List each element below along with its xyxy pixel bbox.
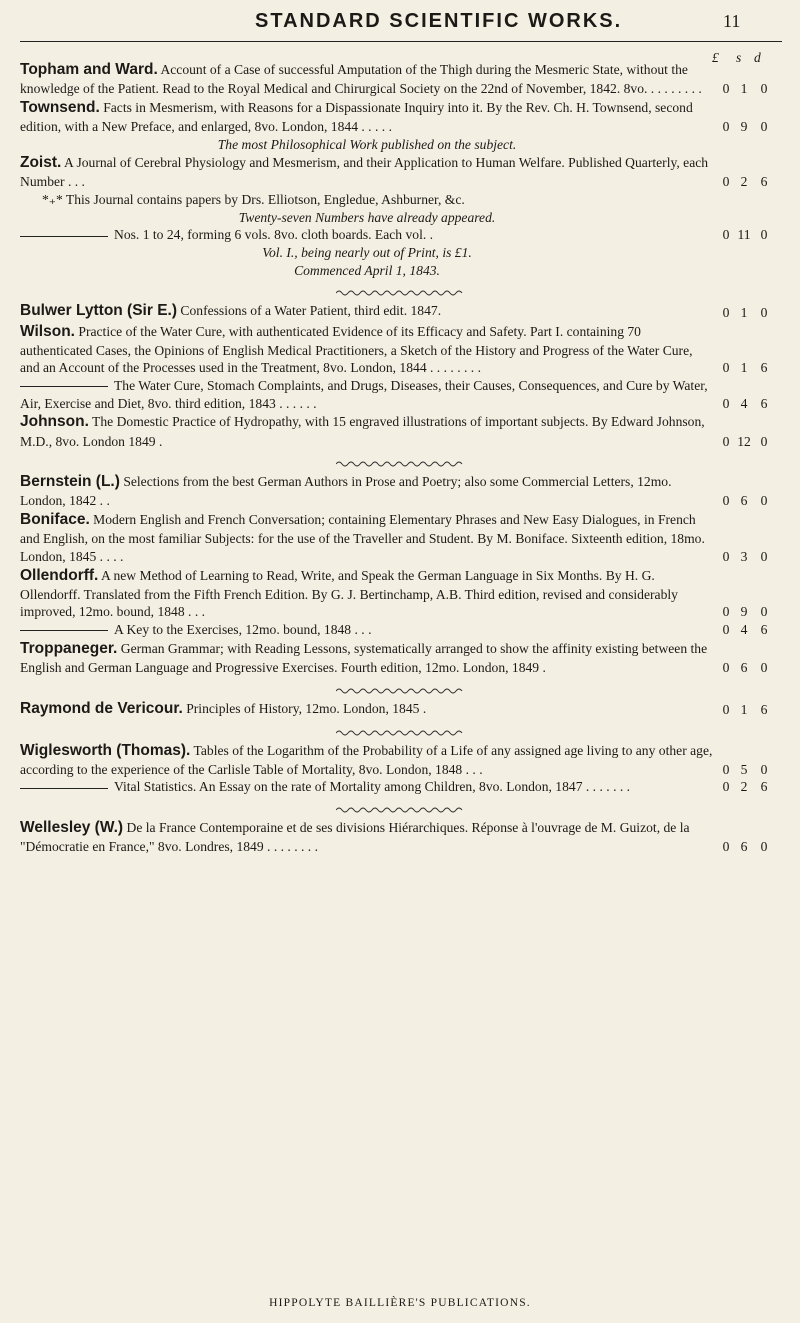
- wavy-rule: [336, 289, 466, 297]
- entry-text: Facts in Mesmerism, with Reasons for a Dispassionate Inquiry into it. By the Rev. Ch. H. Townsend, second edition, with a New Preface, and enlarged, 8vo. London, 1844 . . . . .: [20, 99, 693, 134]
- entry-author: Wiglesworth (Thomas).: [20, 741, 191, 759]
- entry-zoist-volumes: [20, 226, 782, 244]
- section-divider: [20, 806, 782, 814]
- entry-vericour: [20, 699, 782, 719]
- price-shillings: 3: [740, 548, 748, 564]
- price-pence: 0: [760, 118, 768, 134]
- entry-author: Troppaneger.: [20, 639, 118, 657]
- section-divider: [20, 460, 782, 468]
- page-number: 11: [723, 11, 741, 31]
- price-shillings: 1: [740, 701, 748, 717]
- price-pounds: 0: [722, 81, 730, 97]
- ditto-rule: [20, 630, 108, 631]
- price-pounds: 0: [722, 604, 730, 620]
- price-pence: 6: [760, 360, 768, 376]
- page-footer: HIPPOLYTE BAILLIÈRE'S PUBLICATIONS.: [269, 1297, 531, 1309]
- price-pence: 0: [760, 81, 768, 97]
- price-pounds: 0: [722, 548, 730, 564]
- entry-text: Principles of History, 12mo. London, 1845 .: [186, 700, 427, 716]
- entry-ollendorff-key: [20, 621, 782, 639]
- price-shillings: 1: [740, 360, 748, 376]
- price-shillings: 2: [740, 174, 748, 190]
- price-pence: 6: [760, 622, 768, 638]
- entry-author: Bulwer Lytton (Sir E.): [20, 302, 178, 320]
- entry-topham: [20, 60, 782, 98]
- price-pence: 6: [760, 779, 768, 795]
- price-pounds: 0: [722, 839, 730, 855]
- price-shillings: 9: [740, 604, 748, 620]
- price-shillings: 6: [740, 659, 748, 675]
- price-shillings: 4: [740, 395, 748, 411]
- entry-author: Topham and Ward.: [20, 61, 158, 78]
- price-shillings: 6: [740, 839, 748, 855]
- price-pounds: 0: [722, 433, 730, 449]
- price-pounds: 0: [722, 622, 730, 638]
- price-shillings: 6: [740, 493, 748, 509]
- entry-author: Zoist.: [20, 154, 62, 172]
- price-pence: 6: [760, 174, 768, 190]
- price-pounds: 0: [722, 304, 730, 320]
- price-pence: 0: [760, 548, 768, 564]
- section-divider: [20, 687, 782, 695]
- entry-note: The most Philosophical Work published on the subject.: [217, 136, 517, 152]
- entry-text: Selections from the best German Authors in Prose and Poetry; also some Commercial Letters, 12mo. London, 1842 . .: [20, 474, 672, 509]
- entry-wilson-water-cure: [20, 377, 782, 412]
- price-pence: 0: [760, 839, 768, 855]
- pence-heading: d: [754, 50, 761, 65]
- price-pounds: 0: [722, 174, 730, 190]
- entry-note: Commenced April 1, 1843.: [294, 262, 440, 278]
- entry-author: Raymond de Vericour.: [20, 699, 183, 717]
- price-pounds: 0: [722, 227, 730, 243]
- entry-wilson: [20, 322, 782, 377]
- price-pounds: 0: [722, 779, 730, 795]
- entry-johnson: [20, 412, 782, 450]
- price-shillings: 1: [740, 304, 748, 320]
- price-shillings: 12: [737, 433, 751, 449]
- entry-troppaneger: [20, 639, 782, 677]
- price-pounds: 0: [722, 493, 730, 509]
- price-pounds: 0: [722, 395, 730, 411]
- price-pence: 0: [760, 604, 768, 620]
- price-pounds: 0: [722, 360, 730, 376]
- price-shillings: 2: [740, 779, 748, 795]
- price-shillings: 1: [740, 81, 748, 97]
- entry-author: Bernstein (L.): [20, 473, 120, 491]
- price-pence: 0: [760, 304, 768, 320]
- entry-bulwer: [20, 301, 782, 321]
- entry-zoist: [20, 153, 782, 191]
- entry-text: Account of a Case of successful Amputation of the Thigh during the Mesmeric State, without the knowledge of the Patient. Read to the Royal Medical and Chirurgical Society on the 22nd of November, 1842. 8vo. . . . . . . . .: [20, 62, 702, 97]
- entry-boniface: [20, 510, 782, 565]
- price-pounds: 0: [722, 659, 730, 675]
- entry-note: Twenty-seven Numbers have already appeared.: [238, 209, 496, 225]
- entry-author: Johnson.: [20, 413, 89, 431]
- price-pounds: 0: [722, 761, 730, 777]
- price-shillings: 4: [740, 622, 748, 638]
- entry-author: Townsend.: [20, 98, 100, 116]
- entry-wiglesworth: [20, 741, 782, 779]
- entry-townsend: [20, 98, 782, 136]
- header-rule: [20, 41, 782, 42]
- entry-text: The Domestic Practice of Hydropathy, with 15 engraved illustrations of important subjects. By Edward Johnson, M.D., 8vo. London 1849 .: [20, 414, 705, 449]
- entry-note: Vol. I., being nearly out of Print, is £1.: [262, 245, 472, 261]
- page-header: [0, 8, 800, 38]
- price-pence: 0: [760, 659, 768, 675]
- entry-author: Boniface.: [20, 511, 90, 529]
- entry-text: Nos. 1 to 24, forming 6 vols. 8vo. cloth boards. Each vol. .: [114, 227, 434, 243]
- price-pence: 6: [760, 701, 768, 717]
- ditto-rule: [20, 386, 108, 387]
- entry-text: A Key to the Exercises, 12mo. bound, 1848 . . .: [114, 622, 372, 638]
- section-divider: [20, 729, 782, 737]
- entry-wiglesworth-vital: [20, 778, 782, 796]
- entry-ollendorff: [20, 566, 782, 621]
- entry-text: Practice of the Water Cure, with authenticated Evidence of its Efficacy and Safety. Part I. containing 70 authenticated Cases, the Opinions of English Medical Practitioners, a Sketch of the History and Progress of the Water Cure, and an Account of the Processes used in the Treatment, 8vo. London, 1844 . . . . . . . .: [20, 323, 693, 376]
- entry-bernstein: [20, 472, 782, 510]
- price-pence: 0: [760, 227, 768, 243]
- price-pounds: 0: [722, 701, 730, 717]
- wavy-rule: [336, 687, 466, 695]
- entry-author: Wilson.: [20, 322, 75, 340]
- entry-text: Vital Statistics. An Essay on the rate of Mortality among Children, 8vo. London, 1847 . . . . . . .: [114, 779, 631, 795]
- price-shillings: 5: [740, 761, 748, 777]
- price-shillings: 11: [737, 227, 751, 243]
- section-divider: [20, 289, 782, 297]
- ditto-rule: [20, 788, 108, 789]
- price-pence: 0: [760, 493, 768, 509]
- entry-author: Ollendorff.: [20, 566, 99, 584]
- entry-text: A Journal of Cerebral Physiology and Mesmerism, and their Application to Human Welfare. Published Quarterly, each Number . . .: [20, 155, 709, 190]
- entry-text: German Grammar; with Reading Lessons, systematically arranged to show the affinity existing between the English and German Language and Progressive Exercises. Fourth edition, 12mo. London, 1849 .: [20, 640, 708, 675]
- price-pence: 0: [760, 433, 768, 449]
- price-pence: 6: [760, 395, 768, 411]
- subnote-text: *₊* This Journal contains papers by Drs. Elliotson, Engledue, Ashburner, &c.: [42, 192, 465, 208]
- entry-author: Wellesley (W.): [20, 819, 124, 837]
- entry-text: The Water Cure, Stomach Complaints, and Drugs, Diseases, their Causes, Consequences, and Cure by Water, Air, Exercise and Diet, 8vo. third edition, 1843 . . . . . .: [20, 378, 708, 411]
- wavy-rule: [336, 460, 466, 468]
- entry-wellesley: [20, 818, 782, 856]
- running-title: STANDARD SCIENTIFIC WORKS.: [255, 10, 623, 32]
- entry-text: Tables of the Logarithm of the Probability of a Life of any assigned age living to any other age, according to the experience of the Carlisle Table of Mortality, 8vo. London, 1848 . . .: [20, 742, 713, 777]
- price-shillings: 9: [740, 118, 748, 134]
- wavy-rule: [336, 806, 466, 814]
- catalogue-list: [20, 60, 782, 856]
- price-pounds: 0: [722, 118, 730, 134]
- wavy-rule: [336, 729, 466, 737]
- shillings-heading: s: [736, 50, 742, 65]
- entry-text: Modern English and French Conversation; containing Elementary Phrases and New Easy Dialogues, in French and English, on the most familiar Subjects: for the use of the Traveller and Student. By M. Boniface. Sixteenth edition, 18mo. London, 1845 . . . .: [20, 512, 705, 564]
- entry-text: A new Method of Learning to Read, Write, and Speak the German Language in Six Months. By H. G. Ollendorff. Translated from the Fifth French Edition. By G. J. Bertinchamp, A.B. Third edition, revised and considerably improved, 12mo. bound, 1848 . . .: [20, 567, 678, 620]
- entry-text: De la France Contemporaine et de ses divisions Hiérarchiques. Réponse à l'ouvrage de M. Guizot, de la "Démocratie en France," 8vo. Londres, 1849 . . . . . . . .: [20, 820, 690, 855]
- entry-subnote: [20, 191, 782, 209]
- ditto-rule: [20, 236, 108, 237]
- entry-text: Confessions of a Water Patient, third edit. 1847.: [180, 303, 442, 319]
- price-pence: 0: [760, 761, 768, 777]
- pounds-heading: £: [712, 50, 719, 65]
